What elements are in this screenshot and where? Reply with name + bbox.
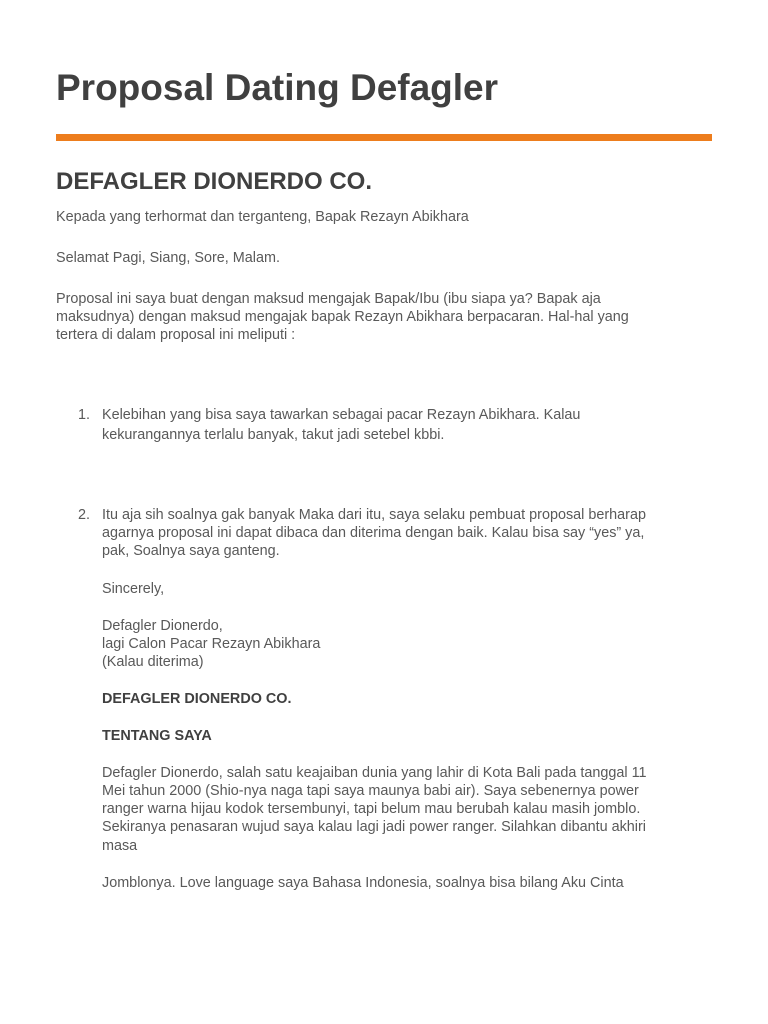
about-line: ranger warna hijau kodok tersembunyi, tapi belum mau berubah kalau masih jomblo.: [102, 801, 641, 817]
list-number: 2.: [78, 507, 91, 523]
signature-note: (Kalau diterima): [102, 654, 204, 670]
about-line: Mei tahun 2000 (Shio-nya naga tapi saya maunya babi air). Saya sebenernya power: [102, 783, 639, 799]
intro-line: tertera di dalam proposal ini meliputi :: [56, 327, 296, 343]
salutation-line: Selamat Pagi, Siang, Sore, Malam.: [56, 250, 280, 266]
about-heading: TENTANG SAYA: [102, 728, 212, 744]
list-number: 1.: [78, 407, 91, 423]
list-item-line: Kelebihan yang bisa saya tawarkan sebagai pacar Rezayn Abikhara. Kalau: [102, 407, 581, 423]
document-title: Proposal Dating Defagler: [56, 67, 499, 108]
continuation-line: Jomblonya. Love language saya Bahasa Indonesia, soalnya bisa bilang Aku Cinta: [102, 875, 624, 891]
list-item-line: agarnya proposal ini dapat dibaca dan diterima dengan baik. Kalau bisa say “yes” ya,: [102, 525, 645, 541]
closing-line: Sincerely,: [102, 581, 165, 597]
signature-role: lagi Calon Pacar Rezayn Abikhara: [102, 636, 321, 652]
about-line: Sekiranya penasaran wujud saya kalau lagi jadi power ranger. Silahkan dibantu akhiri: [102, 819, 646, 835]
company-heading-repeat: DEFAGLER DIONERDO CO.: [102, 691, 292, 707]
company-heading: DEFAGLER DIONERDO CO.: [56, 168, 373, 195]
about-line: Defagler Dionerdo, salah satu keajaiban dunia yang lahir di Kota Bali pada tanggal 11: [102, 765, 647, 781]
list-item-line: kekurangannya terlalu banyak, takut jadi setebel kbbi.: [102, 427, 445, 443]
list-item-line: pak, Soalnya saya ganteng.: [102, 543, 280, 559]
about-line: masa: [102, 838, 138, 854]
title-underline-rule: [56, 134, 712, 141]
list-item-line: Itu aja sih soalnya gak banyak Maka dari itu, saya selaku pembuat proposal berharap: [102, 507, 646, 523]
greeting-line: Kepada yang terhormat dan terganteng, Bapak Rezayn Abikhara: [56, 209, 469, 225]
intro-line: Proposal ini saya buat dengan maksud mengajak Bapak/Ibu (ibu siapa ya? Bapak aja: [56, 291, 601, 307]
signature-name: Defagler Dionerdo,: [102, 618, 223, 634]
intro-line: maksudnya) dengan maksud mengajak bapak Rezayn Abikhara berpacaran. Hal-hal yang: [56, 309, 629, 325]
